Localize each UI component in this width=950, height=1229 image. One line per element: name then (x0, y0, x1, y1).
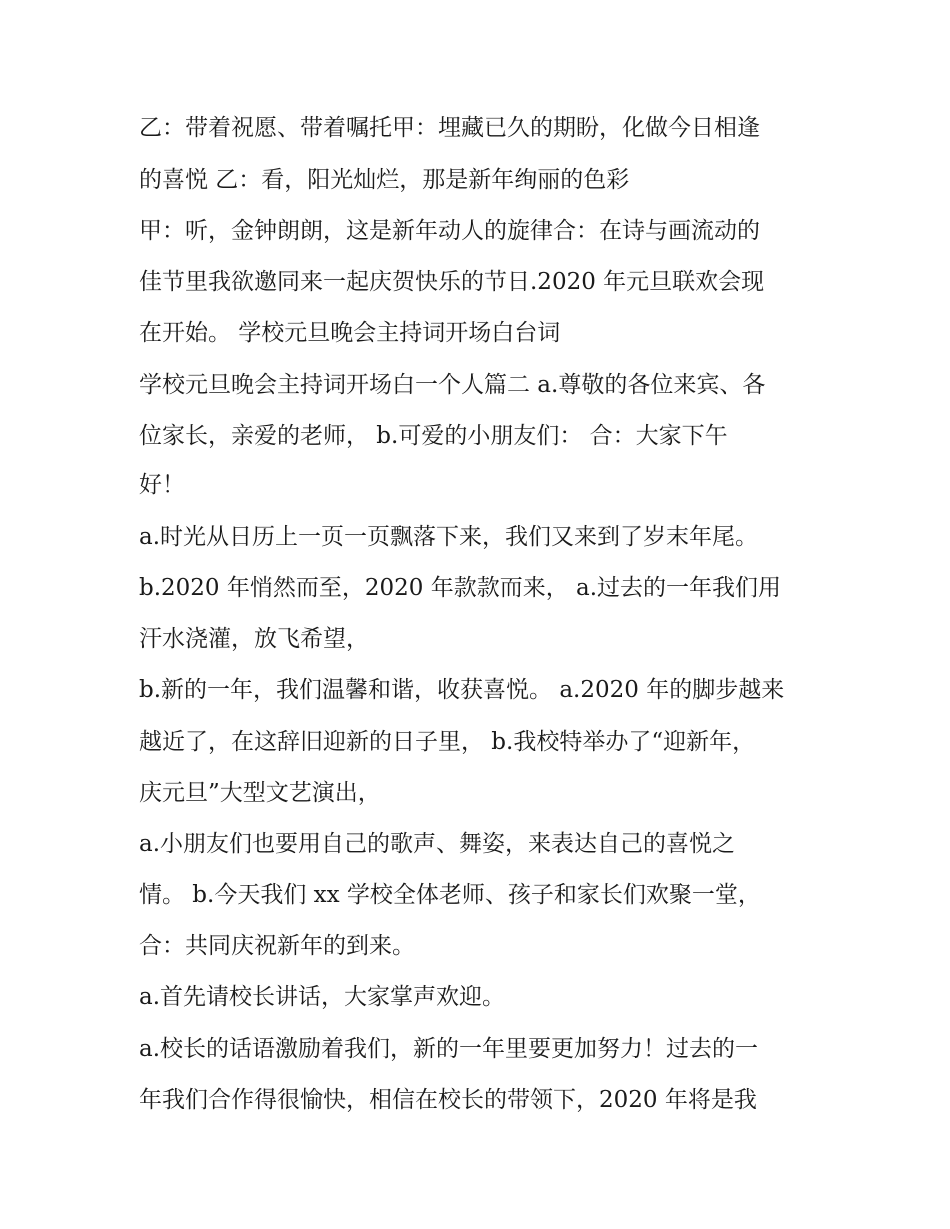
text-line: 位家长，亲爱的老师， b.可爱的小朋友们： 合：大家下午 (139, 423, 728, 449)
text-line: 合：共同庆祝新年的到来。 (139, 933, 415, 959)
text-line: a.首先请校长讲话，大家掌声欢迎。 (139, 984, 506, 1010)
text-line: a.校长的话语激励着我们，新的一年里要更加努力！过去的一 (139, 1036, 759, 1062)
text-line: 庆元旦”大型文艺演出， (139, 780, 381, 806)
text-line: 乙：带着祝愿、带着嘱托甲：埋藏已久的期盼，化做今日相逢 (139, 115, 760, 141)
text-line: 汗水浇灌，放飞希望， (139, 626, 369, 652)
text-line: 甲：听，金钟朗朗，这是新年动人的旋律合：在诗与画流动的 (139, 218, 760, 244)
text-line: a.小朋友们也要用自己的歌声、舞姿，来表达自己的喜悦之 (139, 831, 736, 857)
text-line: 情。 b.今天我们 xx 学校全体老师、孩子和家长们欢聚一堂， (139, 882, 761, 908)
text-line: b.新的一年，我们温馨和谐，收获喜悦。 a.2020 年的脚步越来 (139, 677, 785, 703)
text-line: 越近了，在这辞旧迎新的日子里， b.我校特举办了“迎新年， (139, 729, 756, 755)
text-line: b.2020 年悄然而至，2020 年款款而来， a.过去的一年我们用 (139, 575, 782, 601)
text-line: 的喜悦 乙：看，阳光灿烂，那是新年绚丽的色彩 (139, 167, 630, 193)
text-line: 在开始。 学校元旦晚会主持词开场白台词 (139, 320, 561, 346)
text-line: 年我们合作得很愉快，相信在校长的带领下，2020 年将是我 (139, 1087, 757, 1113)
text-line: a.时光从日历上一页一页飘落下来，我们又来到了岁末年尾。 (139, 524, 759, 550)
text-line: 好！ (139, 472, 185, 498)
text-line: 佳节里我欲邀同来一起庆贺快乐的节日.2020 年元旦联欢会现 (139, 269, 765, 295)
text-line: 学校元旦晚会主持词开场白一个人篇二 a.尊敬的各位来宾、各 (139, 372, 766, 398)
